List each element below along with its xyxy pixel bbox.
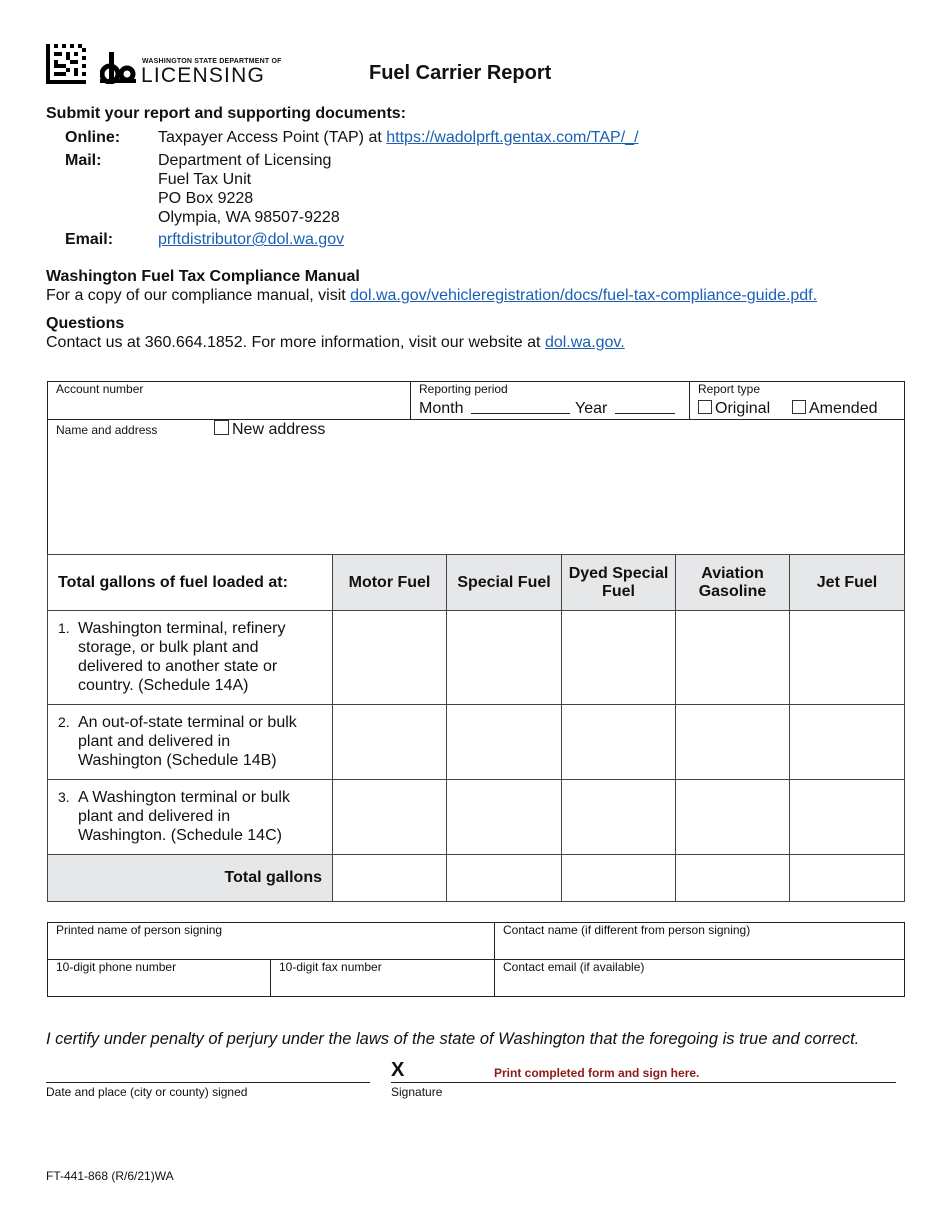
gallons-cell[interactable] bbox=[333, 705, 447, 780]
fuel-table bbox=[47, 554, 905, 902]
fax-label: 10-digit fax number bbox=[279, 960, 382, 974]
gallons-cell[interactable] bbox=[562, 705, 676, 780]
column-header: Aviation Gasoline bbox=[676, 555, 790, 611]
year-label: Year bbox=[575, 400, 608, 417]
original-option[interactable] bbox=[698, 399, 770, 418]
signature-field[interactable] bbox=[391, 1082, 896, 1083]
original-checkbox[interactable] bbox=[698, 400, 712, 414]
row-number: 3. bbox=[58, 789, 70, 805]
phone-field[interactable] bbox=[56, 976, 261, 994]
divider bbox=[689, 381, 690, 419]
x-mark: X bbox=[391, 1059, 405, 1081]
account-number-label: Account number bbox=[56, 382, 144, 396]
dol-logo-icon bbox=[100, 50, 136, 84]
row-text: Washington terminal, refinery storage, or bulk plant and delivered to another state or country. (Schedule 14A) bbox=[78, 620, 286, 694]
mail-line: Fuel Tax Unit bbox=[158, 171, 252, 188]
gallons-cell[interactable] bbox=[790, 611, 905, 705]
print-note: Print completed form and sign here. bbox=[494, 1066, 700, 1080]
amended-checkbox[interactable] bbox=[792, 400, 806, 414]
contact-name-label: Contact name (if different from person signing) bbox=[503, 923, 751, 937]
row-number: 2. bbox=[58, 714, 70, 730]
questions-text: Contact us at 360.664.1852. For more information, visit our website at bbox=[46, 334, 541, 351]
certify-statement: I certify under penalty of perjury under the laws of the state of Washington that the foregoing is true and correct. bbox=[46, 1030, 860, 1048]
new-address-checkbox[interactable] bbox=[214, 420, 229, 435]
row-text: A Washington terminal or bulk plant and delivered in Washington. (Schedule 14C) bbox=[78, 789, 290, 844]
agency-name-big: LICENSING bbox=[141, 64, 265, 87]
month-label: Month bbox=[419, 400, 464, 417]
total-cell[interactable] bbox=[790, 855, 905, 902]
row-label bbox=[48, 705, 333, 780]
amended-label: Amended bbox=[809, 400, 878, 417]
total-gallons-label: Total gallons bbox=[48, 855, 333, 902]
gallons-cell[interactable] bbox=[676, 780, 790, 855]
table-header-label: Total gallons of fuel loaded at: bbox=[48, 555, 333, 611]
tap-link[interactable]: https://wadolprft.gentax.com/TAP/_/ bbox=[386, 129, 639, 146]
mail-line: PO Box 9228 bbox=[158, 190, 254, 207]
table-row bbox=[48, 780, 905, 855]
original-label: Original bbox=[715, 400, 771, 417]
column-header: Special Fuel bbox=[447, 555, 562, 611]
manual-link[interactable]: dol.wa.gov/vehicleregistration/docs/fuel-tax-compliance-guide.pdf. bbox=[350, 287, 818, 304]
name-address-label: Name and address bbox=[56, 423, 158, 437]
row-text: An out-of-state terminal or bulk plant and delivered in Washington (Schedule 14B) bbox=[78, 714, 297, 769]
gallons-cell[interactable] bbox=[447, 611, 562, 705]
account-number-field[interactable] bbox=[60, 398, 400, 416]
fax-field[interactable] bbox=[279, 976, 484, 994]
online-line bbox=[158, 128, 639, 147]
reporting-period-label: Reporting period bbox=[419, 382, 508, 396]
date-place-field[interactable] bbox=[46, 1082, 370, 1083]
mail-label: Mail: bbox=[65, 152, 102, 169]
column-header: Jet Fuel bbox=[790, 555, 905, 611]
online-label: Online: bbox=[65, 129, 121, 146]
page-title: Fuel Carrier Report bbox=[369, 62, 552, 84]
printed-name-field[interactable] bbox=[56, 939, 486, 957]
row-label bbox=[48, 780, 333, 855]
total-row bbox=[48, 855, 905, 902]
website-link[interactable]: dol.wa.gov. bbox=[544, 334, 625, 351]
printed-name-label: Printed name of person signing bbox=[56, 923, 223, 937]
phone-label: 10-digit phone number bbox=[56, 960, 177, 974]
table-row bbox=[48, 611, 905, 705]
new-address-label: New address bbox=[232, 421, 326, 438]
contact-name-field[interactable] bbox=[503, 939, 893, 957]
contact-email-field[interactable] bbox=[503, 976, 893, 994]
date-place-label: Date and place (city or county) signed bbox=[46, 1085, 248, 1099]
manual-text: For a copy of our compliance manual, visit bbox=[46, 287, 346, 304]
mail-line: Department of Licensing bbox=[158, 152, 332, 169]
divider bbox=[47, 419, 904, 420]
manual-line bbox=[46, 286, 817, 305]
questions-line bbox=[46, 333, 625, 352]
table-row bbox=[48, 705, 905, 780]
table-header-row bbox=[48, 555, 905, 611]
divider bbox=[494, 922, 495, 996]
divider bbox=[270, 959, 271, 996]
gallons-cell[interactable] bbox=[562, 780, 676, 855]
contact-email-label: Contact email (if available) bbox=[503, 960, 645, 974]
submit-heading: Submit your report and supporting documents: bbox=[46, 105, 406, 122]
gallons-cell[interactable] bbox=[790, 780, 905, 855]
divider bbox=[410, 381, 411, 419]
report-type-label: Report type bbox=[698, 382, 761, 396]
column-header: Dyed Special Fuel bbox=[562, 555, 676, 611]
total-cell[interactable] bbox=[562, 855, 676, 902]
gallons-cell[interactable] bbox=[447, 705, 562, 780]
year-field[interactable] bbox=[615, 413, 675, 414]
total-cell[interactable] bbox=[447, 855, 562, 902]
gallons-cell[interactable] bbox=[676, 611, 790, 705]
new-address-option[interactable] bbox=[214, 420, 325, 439]
gallons-cell[interactable] bbox=[562, 611, 676, 705]
total-cell[interactable] bbox=[333, 855, 447, 902]
barcode-icon bbox=[46, 44, 86, 84]
form-id: FT-441-868 (R/6/21)WA bbox=[46, 1169, 174, 1183]
signature-label: Signature bbox=[391, 1085, 443, 1099]
agency-name-small: WASHINGTON STATE DEPARTMENT OF bbox=[142, 58, 282, 65]
mail-address bbox=[158, 151, 340, 227]
email-label: Email: bbox=[65, 231, 114, 248]
row-number: 1. bbox=[58, 620, 70, 636]
online-text: Taxpayer Access Point (TAP) at bbox=[158, 129, 382, 146]
gallons-cell[interactable] bbox=[333, 611, 447, 705]
row-label bbox=[48, 611, 333, 705]
manual-heading: Washington Fuel Tax Compliance Manual bbox=[46, 268, 360, 285]
amended-option[interactable] bbox=[792, 399, 878, 418]
name-address-field[interactable] bbox=[60, 442, 890, 547]
column-header: Motor Fuel bbox=[333, 555, 447, 611]
questions-heading: Questions bbox=[46, 315, 125, 332]
total-cell[interactable] bbox=[676, 855, 790, 902]
email-link[interactable]: prftdistributor@dol.wa.gov bbox=[158, 231, 345, 248]
month-field[interactable] bbox=[471, 413, 570, 414]
gallons-cell[interactable] bbox=[333, 780, 447, 855]
gallons-cell[interactable] bbox=[447, 780, 562, 855]
gallons-cell[interactable] bbox=[676, 705, 790, 780]
mail-line: Olympia, WA 98507-9228 bbox=[158, 209, 340, 226]
gallons-cell[interactable] bbox=[790, 705, 905, 780]
